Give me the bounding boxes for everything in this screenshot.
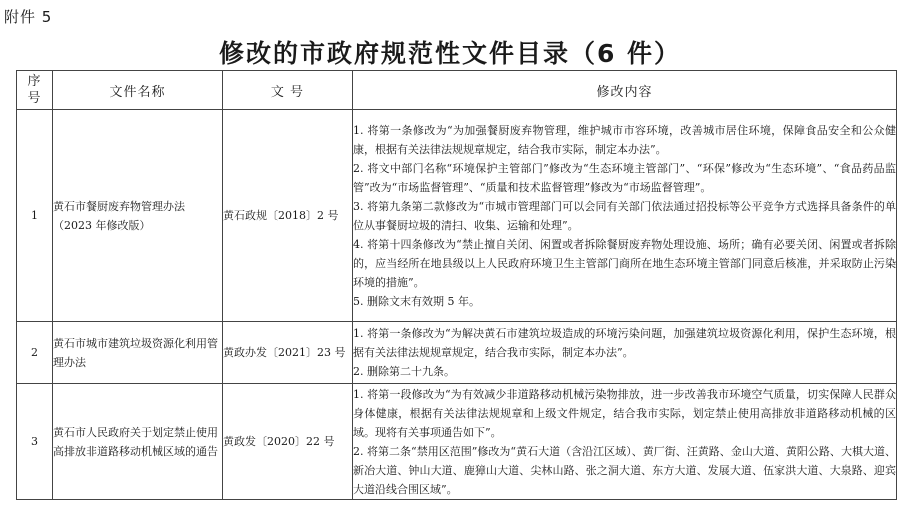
row-file-number: 黄石政规〔2018〕2 号 <box>223 110 353 322</box>
row-content <box>353 384 897 500</box>
row-seq: 3 <box>17 384 53 500</box>
content-item: 1. 将第一段修改为“为有效减少非道路移动机械污染物排放，进一步改善我市环境空气质量，切实保障人民群众身体健康，根据有关法律法规规章和上级文件规定，结合我市实际，划定禁止使用高排放非道路移动机械的区域。现将有关事项通告如下”。 <box>353 387 896 439</box>
header-content: 修改内容 <box>353 71 897 110</box>
row-file-name: 黄石市人民政府关于划定禁止使用高排放非道路移动机械区域的通告 <box>53 384 223 500</box>
table-row <box>17 110 897 322</box>
content-item: 3. 将第九条第二款修改为“市城市管理部门可以会同有关部门依法通过招投标等公平竞争方式选择具备条件的单位从事餐厨垃圾的清扫、收集、运输和处理”。 <box>353 199 896 232</box>
row-content <box>353 110 897 322</box>
document-table <box>16 70 897 500</box>
content-item: 2. 将文中部门名称“环境保护主管部门”修改为“生态环境主管部门”、“环保”修改为“生态环境”、“食品药品监管”改为“市场监督管理”、“质量和技术监督管理”修改为“市场监督管理”。 <box>353 161 896 194</box>
row-file-number: 黄政办发〔2021〕23 号 <box>223 322 353 384</box>
content-item: 1. 将第一条修改为“为解决黄石市建筑垃圾造成的环境污染问题，加强建筑垃圾资源化利用，保护生态环境，根据有关法律法规规章规定，结合我市实际，制定本办法”。 <box>353 327 896 359</box>
header-number: 文 号 <box>223 71 353 110</box>
row-file-name: 黄石市城市建筑垃圾资源化利用管理办法 <box>53 322 223 384</box>
content-item: 1. 将第一条修改为“为加强餐厨废弃物管理，维护城市市容环境，改善城市居住环境，保障食品安全和公众健康，根据有关法律法规规章规定，结合我市实际，制定本办法”。 <box>353 123 896 156</box>
row-file-name: 黄石市餐厨废弃物管理办法（2023 年修改版） <box>53 110 223 322</box>
content-item: 4. 将第十四条修改为“禁止擅自关闭、闲置或者拆除餐厨废弃物处理设施、场所；确有必要关闭、闲置或者拆除的，应当经所在地县级以上人民政府环境卫生主管部门商所在地生态环境主管部门同意后核准，并采取防止污染环境的措施”。 <box>353 237 896 289</box>
row-seq: 2 <box>17 322 53 384</box>
header-name: 文件名称 <box>53 71 223 110</box>
content-item: 2. 删除第二十九条。 <box>353 365 455 378</box>
header-seq: 序 号 <box>17 71 53 110</box>
content-item: 5. 删除文末有效期 5 年。 <box>353 294 480 308</box>
row-file-number: 黄政发〔2020〕22 号 <box>223 384 353 500</box>
table-row <box>17 384 897 500</box>
table-header-row <box>17 71 897 110</box>
row-content <box>353 322 897 384</box>
table-row <box>17 322 897 384</box>
attachment-label: 附件 5 <box>4 8 53 26</box>
content-item: 2. 将第二条“禁用区范围”修改为“黄石大道（含沿江区域）、黄厂街、汪黄路、金山大道、黄阳公路、大棋大道、新冶大道、钟山大道、鹿獐山大道、尖林山路、张之洞大道、东方大道、发展大道、伍家洪大道、大泉路、迎宾大道沿线合围区域”。 <box>353 444 896 496</box>
page-title: 修改的市政府规范性文件目录（6 件） <box>218 39 682 68</box>
row-seq: 1 <box>17 110 53 322</box>
